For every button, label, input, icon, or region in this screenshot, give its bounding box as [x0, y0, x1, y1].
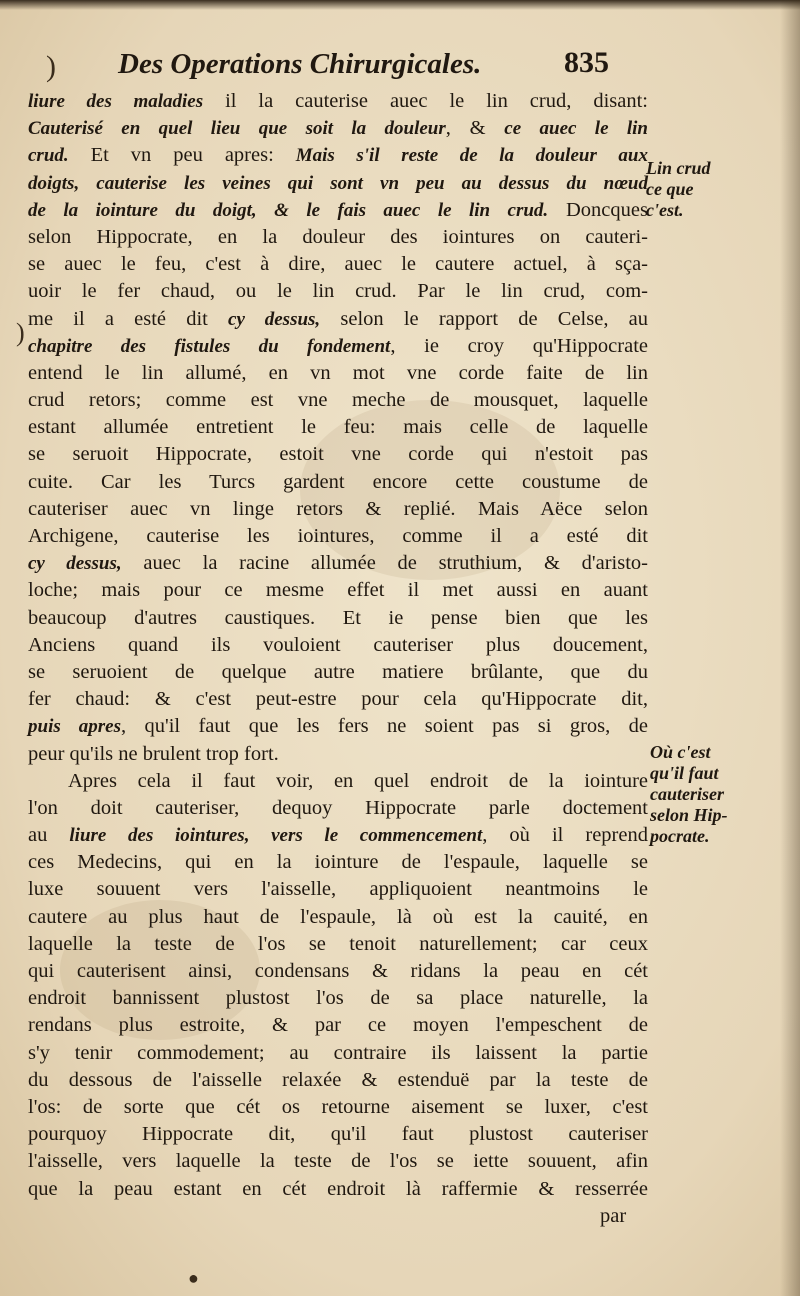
text-run: selon Hippocrate, en la douleur des iointures on cauteri- — [28, 225, 648, 248]
text-line — [28, 469, 648, 496]
text-run: s'y tenir commodement; au contraire ils laissent la partie — [28, 1041, 648, 1064]
text-run: Apres cela il faut voir, en quel endroit de la iointure — [68, 769, 648, 792]
text-line — [28, 441, 648, 468]
text-line — [28, 387, 648, 414]
bracket-mark: ) — [46, 50, 56, 83]
text-line — [28, 224, 648, 251]
text-line — [28, 876, 648, 903]
text-run: l'on doit cauteriser, dequoy Hippocrate parle doctement — [28, 796, 648, 819]
margin-note-lin-crud — [646, 158, 756, 221]
text-run: peur qu'ils ne brulent trop fort. — [28, 742, 279, 765]
text-run: du dessous de l'aisselle relaxée & estenduë par la teste de — [28, 1068, 648, 1091]
italic-run: de la iointure du doigt, & le fais auec le lin crud. — [28, 199, 549, 221]
text-run: qui cauterisent ainsi, condensans & ridans la peau en cét — [28, 960, 648, 982]
margin-note-line: pocrate. — [650, 826, 710, 846]
text-run: au — [28, 824, 70, 847]
margin-note-line: cauteriser — [650, 784, 724, 804]
text-run: cuite. Car les Turcs gardent encore cette coustume de — [28, 470, 648, 493]
text-run: entend le lin allumé, en vn mot vne corde faite de lin — [28, 361, 648, 384]
italic-run: chapitre des fistules du fondement — [28, 335, 391, 357]
text-run: laquelle la teste de l'os se tenoit naturellement; car ceux — [28, 932, 648, 955]
text-line — [28, 768, 648, 795]
margin-note-line: c'est. — [646, 200, 684, 220]
text-line — [28, 142, 648, 169]
catchword: par — [600, 1205, 627, 1227]
italic-run: doigts, cauterise les veines qui sont vn peu au dessus du nœud — [28, 172, 648, 194]
italic-run: liure des iointures, vers le commencement — [69, 825, 483, 847]
margin-note-line: selon Hip- — [650, 805, 728, 825]
text-line — [28, 306, 648, 333]
text-run: se seruoient de quelque autre matiere brûlante, que du — [28, 660, 648, 683]
page-top-shadow — [0, 0, 800, 10]
text-line — [28, 197, 648, 224]
text-run: auec la racine allumée de struthium, & d'aristo- — [121, 552, 648, 575]
text-line — [28, 795, 648, 822]
text-line — [28, 1067, 648, 1094]
text-line — [28, 1040, 648, 1067]
text-line — [28, 686, 648, 713]
text-run: , qu'il faut que les fers ne soient pas si gros, de — [120, 715, 649, 738]
text-run: Et vn peu apres: — [68, 144, 296, 167]
text-run: endroit bannissent plustost l'os de sa place naturelle, la — [28, 987, 648, 1010]
text-run: fer chaud: & c'est peut-estre pour cela qu'Hippocrate dit, — [28, 688, 648, 711]
text-line — [28, 577, 648, 604]
text-line — [28, 1176, 648, 1203]
header-title: Des Operations Chirurgicales. — [118, 48, 482, 80]
text-run: luxe souuent vers l'aisselle, appliquoient neantmoins le — [28, 878, 648, 901]
running-header — [118, 48, 638, 88]
text-run: crud retors; comme est vne meche de mousquet, laquelle — [28, 389, 648, 412]
text-line — [28, 958, 648, 985]
text-run: Archigene, cauterise les iointures, comme il a esté dit — [28, 525, 648, 547]
text-run: l'os: de sorte que cét os retourne aisement se luxer, c'est — [28, 1095, 648, 1118]
text-line — [28, 170, 648, 197]
text-run: rendans plus estroite, & par ce moyen l'empeschent de — [28, 1014, 648, 1037]
text-line — [28, 523, 648, 550]
page-number: 835 — [564, 46, 609, 79]
text-line — [28, 931, 648, 958]
text-run: loche; mais pour ce mesme effet il met aussi en auant — [28, 579, 648, 602]
text-line — [28, 904, 648, 931]
text-line — [28, 741, 648, 768]
text-line — [28, 632, 648, 659]
text-body — [28, 88, 648, 1203]
margin-note-line: ce que — [646, 179, 694, 199]
text-run: pourquoy Hippocrate dit, qu'il faut plustost cauteriser — [28, 1123, 648, 1146]
text-run: me il a esté dit — [28, 307, 229, 330]
text-run: , ie croy qu'Hippocrate — [390, 334, 648, 357]
margin-note-line: Où c'est — [650, 742, 711, 762]
text-line — [28, 1121, 648, 1148]
text-line — [28, 1012, 648, 1039]
text-line — [28, 822, 648, 849]
text-run: il la cauterise auec le lin crud, disant: — [203, 90, 648, 112]
text-run: se auec le feu, c'est à dire, auec le cautere actuel, à sça- — [28, 253, 648, 276]
text-run: , où il reprend — [482, 824, 648, 847]
text-run: cautere au plus haut de l'espaule, là où est la cauité, en — [28, 905, 648, 928]
text-line — [28, 115, 648, 142]
italic-run: cy dessus, — [228, 308, 321, 330]
bracket-mark: ) — [16, 318, 25, 347]
text-line — [28, 1094, 648, 1121]
text-run: uoir le fer chaud, ou le lin crud. Par le lin crud, com- — [28, 280, 648, 303]
text-run: estant allumée entretient le feu: mais celle de laquelle — [28, 416, 648, 439]
text-run: cauteriser auec vn linge retors & replié. Mais Aëce selon — [28, 497, 648, 520]
italic-run: crud. — [28, 145, 69, 167]
text-run: , & — [445, 117, 505, 140]
text-run: beaucoup d'autres caustiques. Et ie pense bien que les — [28, 606, 648, 629]
text-run: se seruoit Hippocrate, estoit vne corde qui n'estoit pas — [28, 443, 648, 466]
ink-dot-mark: ● — [188, 1268, 199, 1288]
italic-run: puis apres — [28, 716, 121, 738]
text-line — [28, 985, 648, 1012]
text-line — [28, 414, 648, 441]
text-line — [28, 496, 648, 523]
italic-run: cy dessus, — [28, 553, 122, 575]
margin-note-ou-cauteriser — [650, 742, 770, 847]
text-run: ces Medecins, qui en la iointure de l'espaule, laquelle se — [28, 851, 648, 874]
margin-note-line: Lin crud — [646, 158, 711, 178]
text-run: que la peau estant en cét endroit là raffermie & resserrée — [28, 1177, 648, 1200]
text-line — [28, 88, 648, 115]
text-line — [28, 849, 648, 876]
italic-run: liure des maladies — [28, 91, 204, 112]
text-line — [28, 713, 648, 740]
text-run: Doncques — [548, 198, 648, 221]
text-line — [28, 251, 648, 278]
text-line — [28, 278, 648, 305]
text-line — [28, 659, 648, 686]
text-line — [28, 605, 648, 632]
italic-run: ce auec le lin — [504, 118, 648, 140]
italic-run: Mais s'il reste de la douleur aux — [295, 145, 649, 167]
text-run: selon le rapport de Celse, au — [320, 307, 648, 330]
italic-run: Cauterisé en quel lieu que soit la douleur — [28, 118, 446, 140]
margin-note-line: qu'il faut — [650, 763, 719, 783]
text-line — [28, 1148, 648, 1175]
text-line — [28, 333, 648, 360]
text-run: Anciens quand ils vouloient cauteriser plus doucement, — [28, 633, 648, 656]
page-edge-shadow — [780, 0, 800, 1296]
text-line — [28, 360, 648, 387]
text-run: l'aisselle, vers laquelle la teste de l'os se iette souuent, afin — [28, 1150, 648, 1173]
text-line — [28, 550, 648, 577]
